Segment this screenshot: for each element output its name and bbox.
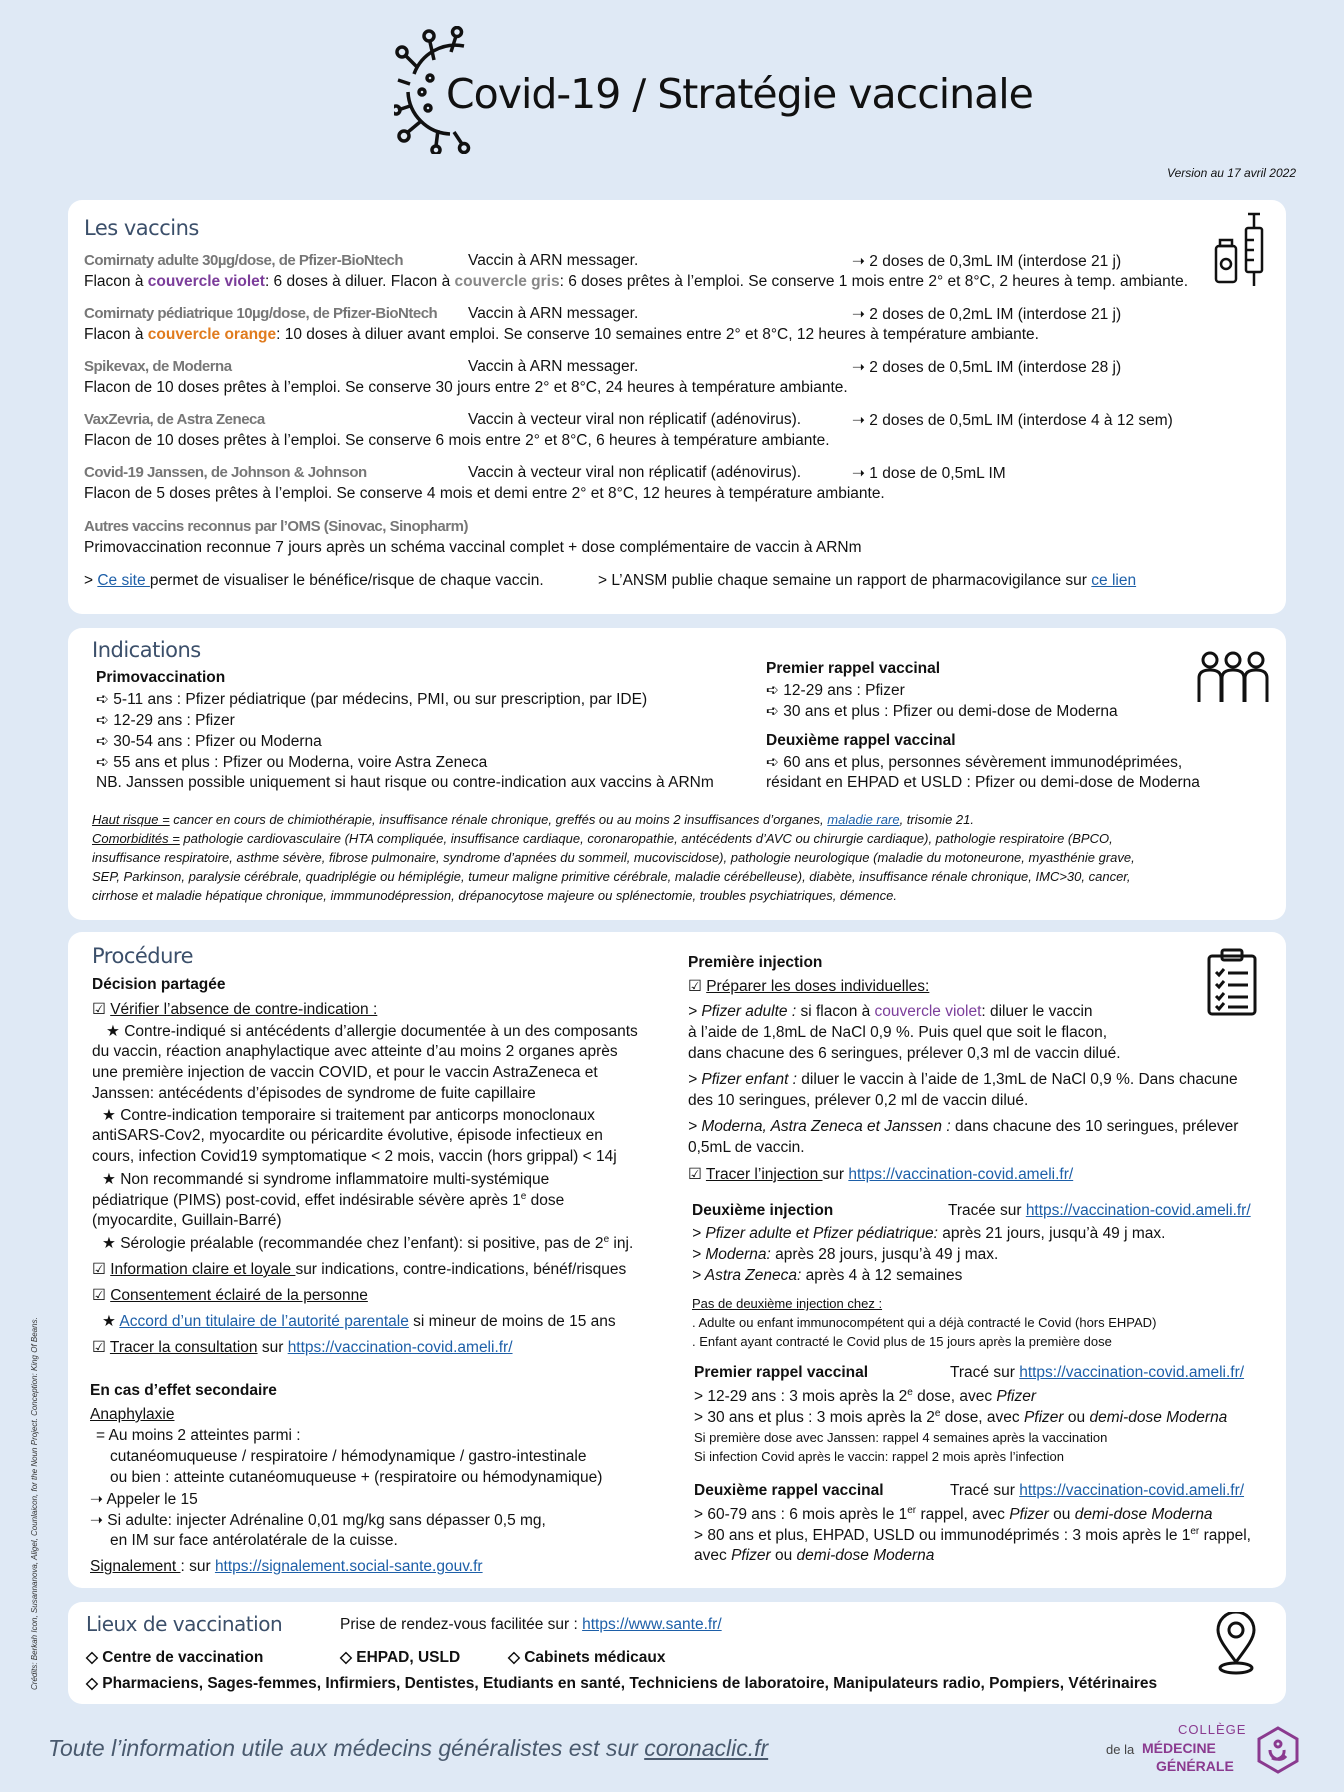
vaccine-desc: Flacon à couvercle violet: 6 doses à diluer. Flacon à couvercle gris: 6 doses prêtes à l’emploi. Se conserve 1 mois entre 2° et 8°C, 2 heures à temp. ambiante.: [84, 273, 1189, 290]
ci-text: (myocardite, Guillain-Barré): [92, 1212, 282, 1229]
dr-line: > 60-79 ans : 6 mois après le 1er rappel, avec Pfizer ou demi-dose Moderna: [694, 1505, 1213, 1524]
di-line: > Astra Zeneca: après 4 à 12 semaines: [692, 1267, 963, 1284]
pr-line: > 12-29 ans : 3 mois après la 2e dose, avec Pfizer: [694, 1387, 1037, 1406]
ameli-link[interactable]: https://vaccination-covid.ameli.fr/: [848, 1166, 1074, 1183]
prim-nb: NB. Janssen possible uniquement si haut risque ou contre-indication aux vaccins à ARNm: [96, 774, 714, 791]
rappel1-item: ➪ 12-29 ans : Pfizer: [766, 682, 905, 699]
parental-link[interactable]: Accord d’un titulaire de l’autorité parentale: [119, 1313, 409, 1330]
dr-trace: Tracé sur https://vaccination-covid.ameli.fr/: [950, 1482, 1245, 1499]
ameli-link[interactable]: https://vaccination-covid.ameli.fr/: [1019, 1482, 1245, 1499]
ansm-line: > L’ANSM publie chaque semaine un rapport de pharmacovigilance sur ce lien: [598, 572, 1137, 589]
pr-line: > 30 ans et plus : 3 mois après la 2e dose, avec Pfizer ou demi-dose Moderna: [694, 1408, 1228, 1427]
pfizer-adulte: dans chacune des 6 seringues, prélever 0,3 ml de vaccin dilué.: [688, 1045, 1121, 1062]
pr-trace: Tracé sur https://vaccination-covid.ameli.fr/: [950, 1364, 1245, 1381]
ameli-link[interactable]: https://vaccination-covid.ameli.fr/: [287, 1339, 513, 1356]
ana-text: ➝ Appeler le 15: [90, 1491, 198, 1508]
vaccine-desc: Primovaccination reconnue 7 jours après un schéma vaccinal complet + dose complémentaire de vaccin à ARNm: [84, 539, 862, 556]
rappel1-title: Premier rappel vaccinal: [766, 660, 941, 677]
vaccine-type: Vaccin à vecteur viral non réplicatif (adénovirus).: [468, 411, 802, 428]
vaccine-desc: Flacon de 10 doses prêtes à l’emploi. Se conserve 6 mois entre 2° et 8°C, 6 heures à température ambiante.: [84, 432, 830, 449]
vaccine-name: Comirnaty pédiatrique 10µg/dose, de Pfizer-BioNtech: [84, 305, 438, 322]
pfizer-adulte: à l’aide de 1,8mL de NaCl 0,9 %. Puis quel que soit le flacon,: [688, 1024, 1108, 1041]
lieux-title: Lieux de vaccination: [86, 1612, 283, 1636]
comorbidites-line: cirrhose et maladie hépatique chronique, immmunodépression, drépanocytose majeure ou splénectomie, troubles psychiatriques, démence.: [92, 888, 898, 903]
ci-check: ☑ Vérifier l’absence de contre-indication :: [92, 1001, 378, 1018]
pas-item: . Enfant ayant contracté le Covid plus de 15 jours après la première dose: [692, 1334, 1112, 1349]
vaccins-card: [68, 200, 1286, 614]
lieu-item: ◇ Centre de vaccination: [86, 1649, 264, 1666]
lieu-item: ◇ Cabinets médicaux: [508, 1649, 666, 1666]
lieux-card: [68, 1602, 1286, 1704]
procedure-title: Procédure: [92, 944, 194, 968]
ameli-link[interactable]: https://vaccination-covid.ameli.fr/: [1019, 1364, 1245, 1381]
signalement-line: Signalement : sur https://signalement.social-sante.gouv.fr: [90, 1558, 483, 1575]
effet-title: En cas d’effet secondaire: [90, 1382, 277, 1399]
comorbidites: Comorbidités = pathologie cardiovasculaire (HTA compliquée, insuffisance cardiaque, coronaropathie, antécédents d’AVC ou chirurgie cardiaque), pathologie respiratoire (BPCO,: [92, 831, 1113, 846]
vaccine-dose: ➝ 2 doses de 0,2mL IM (interdose 21 j): [852, 306, 1122, 323]
ana-text: cutanéomuqueuse / respiratoire / hémodynamique / gastro-intestinale: [110, 1448, 587, 1465]
prim-item: ➪ 12-29 ans : Pfizer: [96, 712, 235, 729]
ameli-link[interactable]: https://vaccination-covid.ameli.fr/: [1025, 1202, 1251, 1219]
prim-item: ➪ 30-54 ans : Pfizer ou Moderna: [96, 733, 322, 750]
prim-item: ➪ 55 ans et plus : Pfizer ou Moderna, voire Astra Zeneca: [96, 754, 488, 771]
deuxieme-rappel-title: Deuxième rappel vaccinal: [694, 1482, 884, 1499]
comorbidites-line: insuffisance respiratoire, asthme sévère, fibrose pulmonaire, syndrome d’apnées du sommeil, mucoviscidose), pathologie neurologique (maladie du motoneurone, myasthénie grave,: [92, 850, 1135, 865]
rdv-line: Prise de rendez-vous facilitée sur : https://www.sante.fr/: [340, 1616, 722, 1633]
ana-text: ou bien : atteinte cutanéomuqueuse + (respiratoire ou hémodynamique): [110, 1469, 603, 1486]
ci-text: du vaccin, réaction anaphylactique avec atteinte d’au moins 2 organes après: [92, 1043, 618, 1060]
location-pin-icon: [1214, 1612, 1258, 1681]
vaccine-name: Comirnaty adulte 30µg/dose, de Pfizer-BioNtech: [84, 252, 404, 269]
consent-check: ☑ Consentement éclairé de la personne: [92, 1287, 368, 1304]
vaccine-name: Covid-19 Janssen, de Johnson & Johnson: [84, 464, 367, 481]
rappel2-item: résidant en EHPAD et USLD : Pfizer ou demi-dose de Moderna: [766, 774, 1200, 791]
decision-title: Décision partagée: [92, 976, 226, 993]
ci-text: ★ Sérologie préalable (recommandée chez l’enfant): si positive, pas de 2e inj.: [102, 1234, 634, 1253]
sante-link[interactable]: https://www.sante.fr/: [582, 1616, 722, 1633]
comorbidites-line: SEP, Parkinson, paralysie cérébrale, quadriplégie ou hémiplégie, tumeur maligne primitive cérébrale, maladie cérébelleuse), diabète, insuffisance rénale chronique, IMC>30, cancer,: [92, 869, 1131, 884]
footer-text: Toute l’information utile aux médecins généralistes est sur coronaclic.fr: [48, 1735, 769, 1761]
site-link-line: > Ce site permet de visualiser le bénéfice/risque de chaque vaccin.: [84, 572, 544, 589]
vaccine-dose: ➝ 2 doses de 0,3mL IM (interdose 21 j): [852, 253, 1122, 270]
credits: Crédits: Berkah Icon, Susannanova, Aligel, Counlaicon, for the Noun Project. Conception: King Of Beans.: [30, 1317, 39, 1690]
trace-check: ☑ Tracer la consultation sur https://vaccination-covid.ameli.fr/: [92, 1339, 513, 1356]
pfizer-enfant: des 10 seringues, prélever 0,2 ml de vaccin dilué.: [688, 1092, 1029, 1109]
ci-text: cours, infection Covid19 symptomatique < 2 mois, vaccin (hors grippal) < 14j: [92, 1148, 617, 1165]
ana-text: en IM sur face antérolatérale de la cuisse.: [110, 1532, 398, 1549]
syringe-icon: [1212, 212, 1274, 293]
moderna-line: > Moderna, Astra Zeneca et Janssen : dans chacune des 10 seringues, prélever: [688, 1118, 1239, 1135]
vaccine-type: Vaccin à ARN messager.: [468, 252, 639, 269]
people-icon: [1196, 650, 1270, 711]
ci-text: ★ Contre-indication temporaire si traitement par anticorps monoclonaux: [102, 1107, 595, 1124]
ci-text: Janssen: antécédents d’épisodes de syndrome de fuite capillaire: [92, 1085, 536, 1102]
di-trace: Tracée sur https://vaccination-covid.ameli.fr/: [948, 1202, 1251, 1219]
ci-text: antiSARS-Cov2, myocardite ou péricardite évolutive, épisode infectieux en: [92, 1127, 603, 1144]
indications-title: Indications: [92, 638, 201, 662]
rappel2-item: ➪ 60 ans et plus, personnes sévèrement immunodéprimées,: [766, 754, 1183, 771]
ci-text: ★ Non recommandé si syndrome inflammatoire multi-systémique: [102, 1171, 550, 1188]
vaccine-desc: Flacon de 10 doses prêtes à l’emploi. Se conserve 30 jours entre 2° et 8°C, 24 heures à température ambiante.: [84, 379, 848, 396]
coronaclic-link[interactable]: coronaclic.fr: [644, 1735, 769, 1761]
vaccine-type: Vaccin à ARN messager.: [468, 358, 639, 375]
pas-item: . Adulte ou enfant immunocompétent qui a déjà contracté le Covid (hors EHPAD): [692, 1315, 1157, 1330]
ana-text: = Au moins 2 atteintes parmi :: [96, 1427, 301, 1444]
prep-check: ☑ Préparer les doses individuelles:: [688, 978, 930, 995]
vaccine-type: Vaccin à vecteur viral non réplicatif (adénovirus).: [468, 464, 802, 481]
pr-note: Si infection Covid après le vaccin: rappel 2 mois après l’infection: [694, 1449, 1064, 1464]
vaccine-dose: ➝ 2 doses de 0,5mL IM (interdose 28 j): [852, 359, 1122, 376]
clipboard-icon: [1206, 948, 1258, 1023]
rappel2-title: Deuxième rappel vaccinal: [766, 732, 956, 749]
pfizer-enfant: > Pfizer enfant : diluer le vaccin à l’aide de 1,3mL de NaCl 0,9 %. Dans chacune: [688, 1071, 1238, 1088]
ci-text: pédiatrique (PIMS) post-covid, effet indésirable sévère après 1e dose: [92, 1191, 565, 1210]
parental-line: ★ Accord d’un titulaire de l’autorité parentale si mineur de moins de 15 ans: [102, 1313, 616, 1330]
deuxieme-injection-title: Deuxième injection: [692, 1202, 834, 1219]
vaccine-desc: Flacon de 5 doses prêtes à l’emploi. Se conserve 4 mois et demi entre 2° et 8°C, 12 heures à température ambiante.: [84, 485, 885, 502]
ana-text: ➝ Si adulte: injecter Adrénaline 0,01 mg/kg sans dépasser 0,5 mg,: [90, 1512, 546, 1529]
cmg-logo: COLLÈGE de la MÉDECINE GÉNÉRALE: [1106, 1722, 1306, 1782]
indications-card: [68, 628, 1286, 920]
dr-line: avec Pfizer ou demi-dose Moderna: [694, 1547, 935, 1564]
anaphylaxie-title: Anaphylaxie: [90, 1406, 175, 1423]
prim-item: ➪ 5-11 ans : Pfizer pédiatrique (par médecins, PMI, ou sur prescription, par IDE): [96, 691, 648, 708]
premiere-injection-title: Première injection: [688, 954, 823, 971]
prim-title: Primovaccination: [96, 669, 226, 686]
ansm-link[interactable]: ce lien: [1091, 572, 1137, 589]
cmg-logo-icon: [1256, 1726, 1300, 1774]
lieu-item: ◇ EHPAD, USLD: [340, 1649, 461, 1666]
rappel1-item: ➪ 30 ans et plus : Pfizer ou demi-dose de Moderna: [766, 703, 1118, 720]
procedure-card: [68, 932, 1286, 1588]
di-line: > Pfizer adulte et Pfizer pédiatrique: après 21 jours, jusqu’à 49 j max.: [692, 1225, 1166, 1242]
ci-text: ★ Contre-indiqué si antécédents d’allergie documentée à un des composants: [106, 1023, 638, 1040]
haut-risque: Haut risque = cancer en cours de chimiothérapie, insuffisance rénale chronique, greffés ou au moins 2 insuffisances d’organes, maladie rare, trisomie 21.: [92, 812, 974, 827]
di-line: > Moderna: après 28 jours, jusqu’à 49 j max.: [692, 1246, 999, 1263]
dr-line: > 80 ans et plus, EHPAD, USLD ou immunodéprimés : 3 mois après le 1er rappel,: [694, 1526, 1251, 1545]
vaccine-name: VaxZevria, de Astra Zeneca: [84, 411, 265, 428]
pfizer-adulte: > Pfizer adulte : si flacon à couvercle violet: diluer le vaccin: [688, 1003, 1093, 1020]
lieu-item: ◇ Pharmaciens, Sages-femmes, Infirmiers, Dentistes, Etudiants en santé, Techniciens de laboratoire, Manipulateurs radio, Pompiers, Vétérinaires: [86, 1675, 1158, 1692]
vaccine-dose: ➝ 1 dose de 0,5mL IM: [852, 465, 1006, 482]
site-link[interactable]: Ce site: [97, 572, 150, 589]
signalement-link[interactable]: https://signalement.social-sante.gouv.fr: [214, 1558, 483, 1575]
moderna-line: 0,5mL de vaccin.: [688, 1139, 805, 1156]
trace-injection: ☑ Tracer l’injection sur https://vaccination-covid.ameli.fr/: [688, 1166, 1074, 1183]
maladie-rare-link[interactable]: maladie rare: [827, 812, 900, 827]
vaccine-type: Vaccin à ARN messager.: [468, 305, 639, 322]
page-title: Covid-19 / Stratégie vaccinale: [446, 70, 1033, 118]
vaccine-name: Spikevax, de Moderna: [84, 358, 232, 375]
info-check: ☑ Information claire et loyale sur indications, contre-indications, bénéf/risques: [92, 1261, 627, 1278]
pas-title: Pas de deuxième injection chez :: [692, 1296, 883, 1311]
vaccine-desc: Flacon à couvercle orange: 10 doses à diluer avant emploi. Se conserve 10 semaines entre 2° et 8°C, 12 heures à température ambiante.: [84, 326, 1039, 343]
vaccine-dose: ➝ 2 doses de 0,5mL IM (interdose 4 à 12 sem): [852, 412, 1173, 429]
vaccine-name: Autres vaccins reconnus par l’OMS (Sinovac, Sinopharm): [84, 518, 468, 535]
pr-note: Si première dose avec Janssen: rappel 4 semaines après la vaccination: [694, 1430, 1108, 1445]
ci-text: une première injection de vaccin COVID, et pour le vaccin AstraZeneca et: [92, 1064, 598, 1081]
version-date: Version au 17 avril 2022: [1167, 166, 1296, 180]
vaccins-title: Les vaccins: [84, 216, 199, 240]
premier-rappel-title: Premier rappel vaccinal: [694, 1364, 869, 1381]
